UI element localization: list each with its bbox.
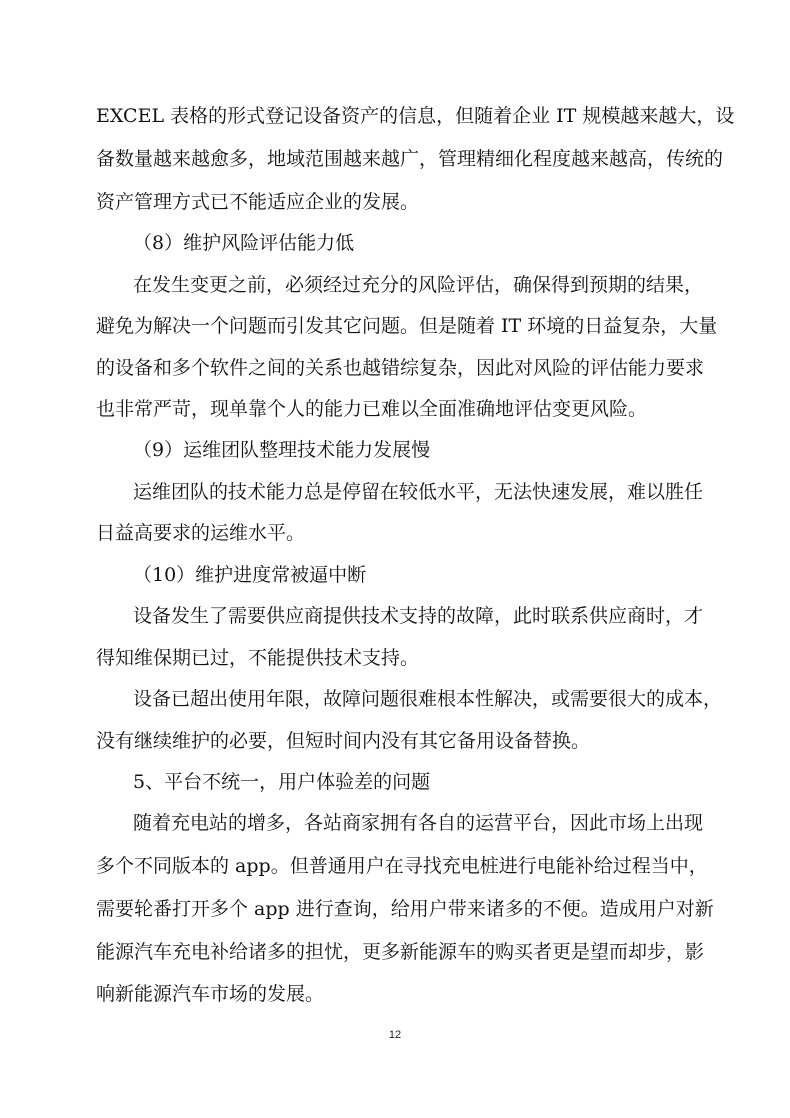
- text-line: 设备已超出使用年限，故障问题很难根本性解决，或需要很大的成本，: [133, 688, 723, 710]
- text-line: EXCEL 表格的形式登记设备资产的信息，但随着企业 IT 规模越来越大，设: [96, 105, 735, 127]
- text-line: 资产管理方式已不能适应企业的发展。: [96, 191, 420, 213]
- text-line: 设备发生了需要供应商提供技术支持的故障，此时联系供应商时，才: [133, 605, 704, 627]
- text-line: 的设备和多个软件之间的关系也越错综复杂，因此对风险的评估能力要求: [96, 357, 705, 379]
- section-heading: （8）维护风险评估能力低: [133, 232, 355, 254]
- text-line: 随着充电站的增多，各站商家拥有各自的运营平台，因此市场上出现: [133, 812, 704, 834]
- text-line: 在发生变更之前，必须经过充分的风险评估，确保得到预期的结果，: [133, 274, 704, 296]
- text-line: 响新能源汽车市场的发展。: [96, 983, 325, 1005]
- text-line: 得知维保期已过，不能提供技术支持。: [96, 647, 420, 669]
- section-heading: （9）运维团队整理技术能力发展慢: [133, 439, 431, 461]
- text-line: 多个不同版本的 app。但普通用户在寻找充电桩进行电能补给过程当中，: [96, 855, 708, 877]
- section-heading: （10）维护进度常被逼中断: [133, 564, 367, 586]
- text-line: 需要轮番打开多个 app 进行查询，给用户带来诸多的不便。造成用户对新: [96, 898, 714, 920]
- text-line: 运维团队的技术能力总是停留在较低水平，无法快速发展，难以胜任: [133, 481, 704, 503]
- text-line: 能源汽车充电补给诸多的担忧，更多新能源车的购买者更是望而却步，影: [96, 941, 705, 963]
- section-heading: 5、平台不统一，用户体验差的问题: [133, 771, 431, 793]
- text-line: 备数量越来越愈多，地域范围越来越广，管理精细化程度越来越高，传统的: [96, 148, 724, 170]
- text-line: 没有继续维护的必要，但短时间内没有其它备用设备替换。: [96, 730, 591, 752]
- text-line: 也非常严苛，现单靠个人的能力已难以全面准确地评估变更风险。: [96, 398, 648, 420]
- text-line: 日益高要求的运维水平。: [96, 522, 306, 544]
- text-line: 避免为解决一个问题而引发其它问题。但是随着 IT 环境的日益复杂，大量: [96, 315, 718, 337]
- page-number: 12: [388, 1029, 402, 1041]
